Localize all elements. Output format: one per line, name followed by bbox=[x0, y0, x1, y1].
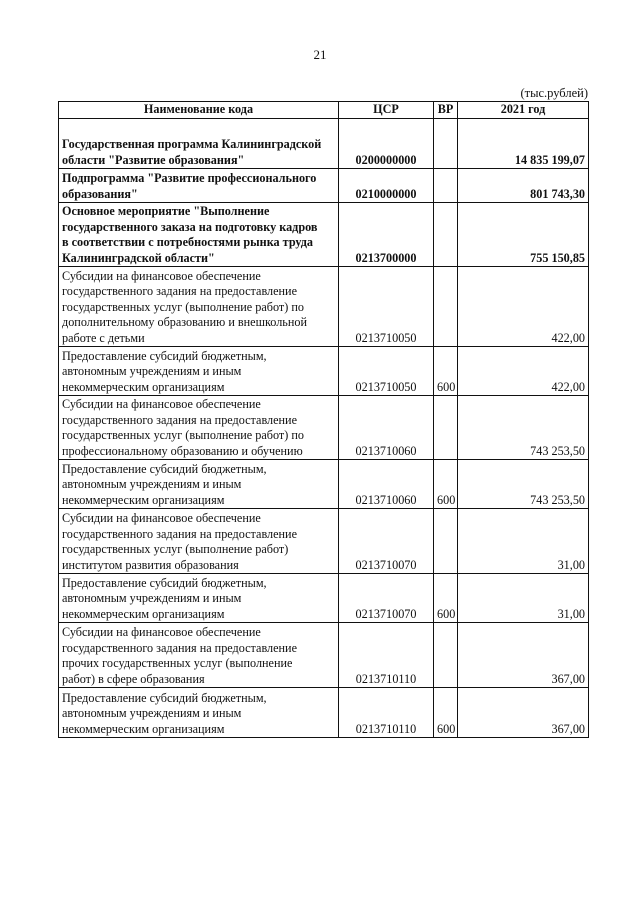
cell-name bbox=[59, 267, 339, 347]
cell-name-line: автономным учреждениям и иным bbox=[62, 364, 242, 379]
cell-name-line: Субсидии на финансовое обеспечение bbox=[62, 268, 261, 283]
cell-name-line: Предоставление субсидий бюджетным, bbox=[62, 461, 267, 476]
table-row bbox=[59, 460, 589, 509]
cell-csr: 0213710070 bbox=[339, 574, 434, 623]
cell-csr: 0213700000 bbox=[339, 203, 434, 267]
page-number: 21 bbox=[313, 47, 327, 62]
table-row bbox=[59, 509, 589, 574]
cell-name bbox=[59, 688, 339, 738]
cell-name-line: Предоставление субсидий бюджетным, bbox=[62, 690, 267, 705]
header-vr: ВР bbox=[434, 102, 458, 119]
cell-name-line: Субсидии на финансовое обеспечение bbox=[62, 511, 261, 526]
cell-csr: 0213710060 bbox=[339, 460, 434, 509]
cell-name-line: в соответствии с потребностями рынка труда bbox=[62, 235, 314, 250]
table-row bbox=[59, 347, 589, 396]
cell-sum: 422,00 bbox=[458, 267, 589, 347]
cell-csr: 0213710060 bbox=[339, 396, 434, 460]
cell-name-line: государственных услуг (выполнение работ) по bbox=[62, 428, 304, 443]
units-label: (тыс.рублей) bbox=[520, 86, 588, 100]
cell-name-line: Калининградской области" bbox=[62, 250, 215, 265]
cell-name bbox=[59, 460, 339, 509]
table-row bbox=[59, 119, 589, 169]
cell-vr bbox=[434, 509, 458, 574]
cell-name-line: институтом развития образования bbox=[62, 557, 239, 572]
cell-vr: 600 bbox=[434, 347, 458, 396]
cell-name-line: государственного задания на предоставление bbox=[62, 284, 297, 299]
cell-csr: 0213710070 bbox=[339, 509, 434, 574]
budget-table bbox=[58, 101, 589, 738]
cell-sum: 14 835 199,07 bbox=[458, 119, 589, 169]
table-body bbox=[59, 119, 589, 738]
cell-csr: 0210000000 bbox=[339, 169, 434, 203]
cell-name bbox=[59, 119, 339, 169]
table-row bbox=[59, 169, 589, 203]
header-csr: ЦСР bbox=[339, 102, 434, 119]
cell-name-line: государственного задания на предоставление bbox=[62, 640, 297, 655]
cell-name-line: работ) в сфере образования bbox=[62, 671, 205, 686]
cell-name-line: автономным учреждениям и иным bbox=[62, 477, 242, 492]
cell-name-line: профессиональному образованию и обучению bbox=[62, 443, 303, 458]
cell-vr bbox=[434, 119, 458, 169]
cell-vr bbox=[434, 203, 458, 267]
header-year: 2021 год bbox=[458, 102, 589, 119]
cell-name-line: автономным учреждениям и иным bbox=[62, 591, 242, 606]
cell-name-line: Субсидии на финансовое обеспечение bbox=[62, 397, 261, 412]
cell-vr bbox=[434, 396, 458, 460]
cell-name-line: некоммерческим организациям bbox=[62, 379, 225, 394]
cell-name-line: Подпрограмма "Развитие профессионального bbox=[62, 171, 317, 186]
cell-name-line: автономным учреждениям и иным bbox=[62, 706, 242, 721]
cell-sum: 367,00 bbox=[458, 623, 589, 688]
cell-name-line: государственных услуг (выполнение работ) bbox=[62, 542, 289, 557]
cell-name bbox=[59, 347, 339, 396]
cell-name bbox=[59, 203, 339, 267]
cell-name bbox=[59, 623, 339, 688]
cell-csr: 0213710050 bbox=[339, 267, 434, 347]
cell-name-line: Основное мероприятие "Выполнение bbox=[62, 204, 270, 219]
cell-name-line: образования" bbox=[62, 186, 138, 201]
cell-csr: 0213710110 bbox=[339, 623, 434, 688]
cell-name-line: государственных услуг (выполнение работ) по bbox=[62, 299, 304, 314]
cell-name-line: некоммерческим организациям bbox=[62, 492, 225, 507]
cell-sum: 422,00 bbox=[458, 347, 589, 396]
cell-vr bbox=[434, 623, 458, 688]
cell-name-line: государственного заказа на подготовку кадров bbox=[62, 219, 318, 234]
cell-name bbox=[59, 396, 339, 460]
cell-sum: 755 150,85 bbox=[458, 203, 589, 267]
cell-csr: 0213710050 bbox=[339, 347, 434, 396]
cell-vr: 600 bbox=[434, 574, 458, 623]
cell-name-line: Государственная программа Калининградской bbox=[62, 137, 322, 152]
table-row bbox=[59, 267, 589, 347]
table-row bbox=[59, 203, 589, 267]
cell-name-line: Предоставление субсидий бюджетным, bbox=[62, 575, 267, 590]
table-row bbox=[59, 396, 589, 460]
cell-sum: 31,00 bbox=[458, 574, 589, 623]
cell-vr: 600 bbox=[434, 688, 458, 738]
cell-sum: 31,00 bbox=[458, 509, 589, 574]
cell-sum: 367,00 bbox=[458, 688, 589, 738]
cell-sum: 801 743,30 bbox=[458, 169, 589, 203]
cell-name-line: прочих государственных услуг (выполнение bbox=[62, 656, 293, 671]
cell-vr: 600 bbox=[434, 460, 458, 509]
cell-name-line: государственного задания на предоставление bbox=[62, 412, 297, 427]
cell-name-line: дополнительному образованию и внешкольной bbox=[62, 315, 307, 330]
cell-name-line: работе с детьми bbox=[62, 330, 145, 345]
cell-vr bbox=[434, 169, 458, 203]
cell-vr bbox=[434, 267, 458, 347]
cell-csr: 0200000000 bbox=[339, 119, 434, 169]
cell-name-line: области "Развитие образования" bbox=[62, 152, 245, 167]
table-header-row bbox=[59, 102, 589, 119]
header-name: Наименование кода bbox=[59, 102, 339, 119]
cell-sum: 743 253,50 bbox=[458, 460, 589, 509]
cell-csr: 0213710110 bbox=[339, 688, 434, 738]
cell-name-line: государственного задания на предоставление bbox=[62, 526, 297, 541]
table-row bbox=[59, 574, 589, 623]
cell-name-line: Предоставление субсидий бюджетным, bbox=[62, 348, 267, 363]
cell-name bbox=[59, 574, 339, 623]
cell-name bbox=[59, 509, 339, 574]
cell-name-line: некоммерческим организациям bbox=[62, 721, 225, 736]
table-row bbox=[59, 623, 589, 688]
cell-sum: 743 253,50 bbox=[458, 396, 589, 460]
cell-name-line: некоммерческим организациям bbox=[62, 606, 225, 621]
cell-name bbox=[59, 169, 339, 203]
table-row bbox=[59, 688, 589, 738]
cell-name-line: Субсидии на финансовое обеспечение bbox=[62, 625, 261, 640]
